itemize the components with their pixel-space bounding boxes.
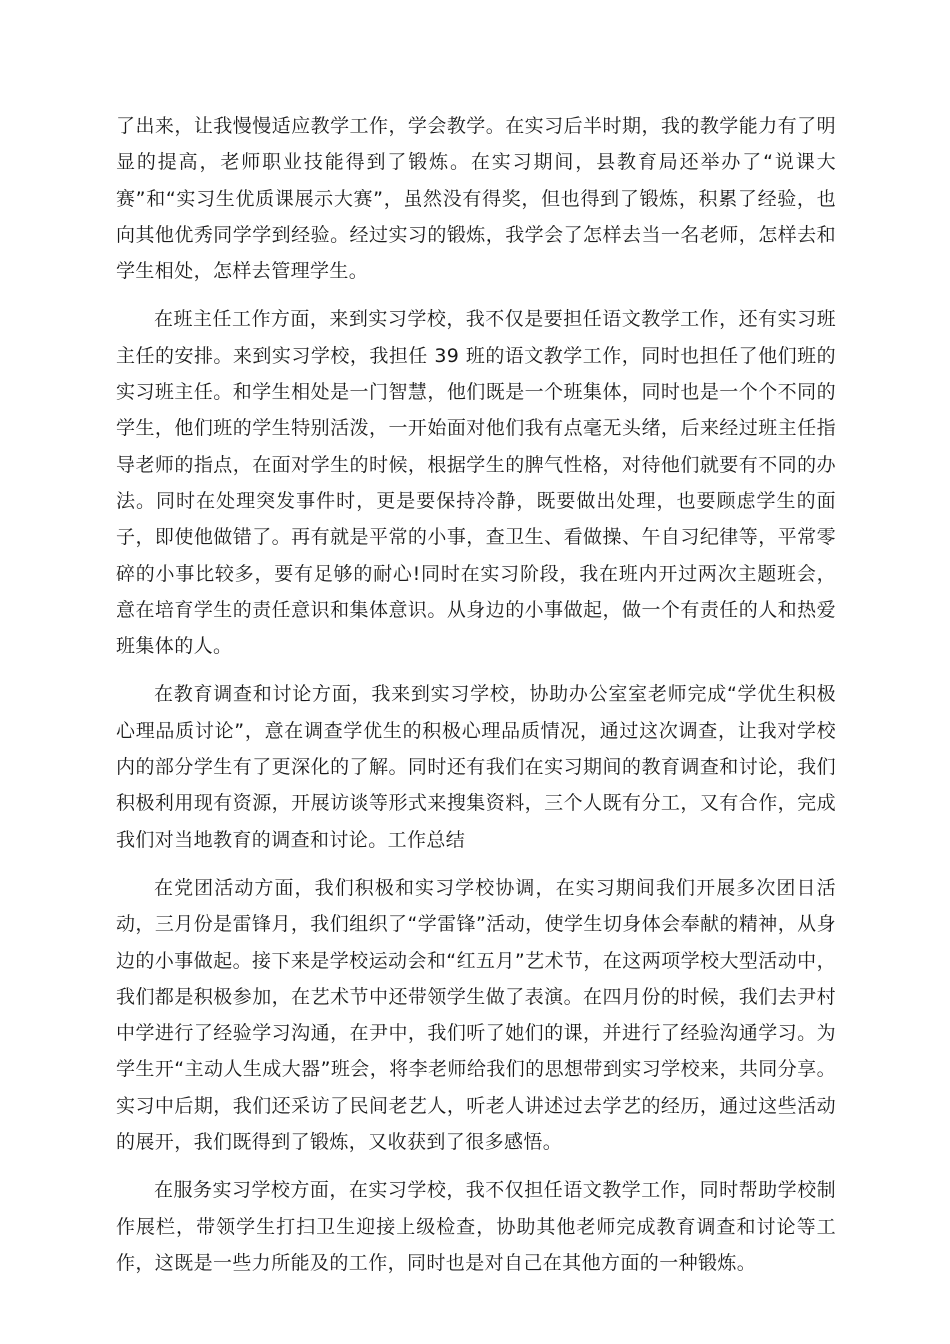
paragraph-school-service: 在服务实习学校方面，在实习学校，我不仅担任语文教学工作，同时帮助学校制作展栏，带领学生打扫卫生迎接上级检查，协助其他老师完成教育调查和讨论等工作，这既是一些力所能及的工作，同时也是对自己在其他方面的一种锻炼。: [116, 1179, 836, 1274]
paragraph-head-teacher-work: 在班主任工作方面，来到实习学校，我不仅是要担任语文教学工作，还有实习班主任的安排。来到实习学校，我担任 39 班的语文教学工作，同时也担任了他们班的实习班主任。和学生相处是一门智慧，他们既是一个班集体，同时也是一个个不同的学生，他们班的学生特别活泼，一开始面对他们我有点毫无头绪，后来经过班主任指导老师的指点，在面对学生的时候，根据学生的脾气性格，对待他们就要有不同的办法。同时在处理突发事件时，更是要保持冷静，既要做出处理，也要顾虑学生的面子，即使他做错了。再有就是平常的小事，查卫生、看做操、午自习纪律等，平常零碎的小事比较多，要有足够的耐心!同时在实习阶段，我在班内开过两次主题班会，意在培育学生的责任意识和集体意识。从身边的小事做起，做一个有责任的人和热爱班集体的人。: [116, 308, 836, 658]
paragraph-internship-teaching: 了出来，让我慢慢适应教学工作，学会教学。在实习后半时期，我的教学能力有了明显的提高，老师职业技能得到了锻炼。在实习期间，县教育局还举办了“说课大赛”和“实习生优质课展示大赛”，虽然没有得奖，但也得到了锻炼，积累了经验，也向其他优秀同学学到经验。经过实习的锻炼，我学会了怎样去当一名老师，怎样去和学生相处，怎样去管理学生。: [116, 115, 836, 283]
paragraph-party-league-activities: 在党团活动方面，我们积极和实习学校协调，在实习期间我们开展多次团日活动，三月份是雷锋月，我们组织了“学雷锋”活动，使学生切身体会奉献的精神，从身边的小事做起。接下来是学校运动会和“红五月”艺术节，在这两项学校大型活动中，我们都是积极参加，在艺术节中还带领学生做了表演。在四月份的时候，我们去尹村中学进行了经验学习沟通，在尹中，我们听了她们的课，并进行了经验沟通学习。为学生开“主动人生成大器”班会，将李老师给我们的思想带到实习学校来，共同分享。实习中后期，我们还采访了民间老艺人，听老人讲述过去学艺的经历，通过这些活动的展开，我们既得到了锻炼，又收获到了很多感悟。: [116, 876, 836, 1154]
paragraph-education-survey: 在教育调查和讨论方面，我来到实习学校，协助办公室室老师完成“学优生积极心理品质讨论”，意在调查学优生的积极心理品质情况，通过这次调查，让我对学校内的部分学生有了更深化的了解。同时还有我们在实习期间的教育调查和讨论，我们积极利用现有资源，开展访谈等形式来搜集资料，三个人既有分工，又有合作，完成我们对当地教育的调查和讨论。工作总结: [116, 683, 836, 851]
document-body: [116, 108, 836, 1293]
